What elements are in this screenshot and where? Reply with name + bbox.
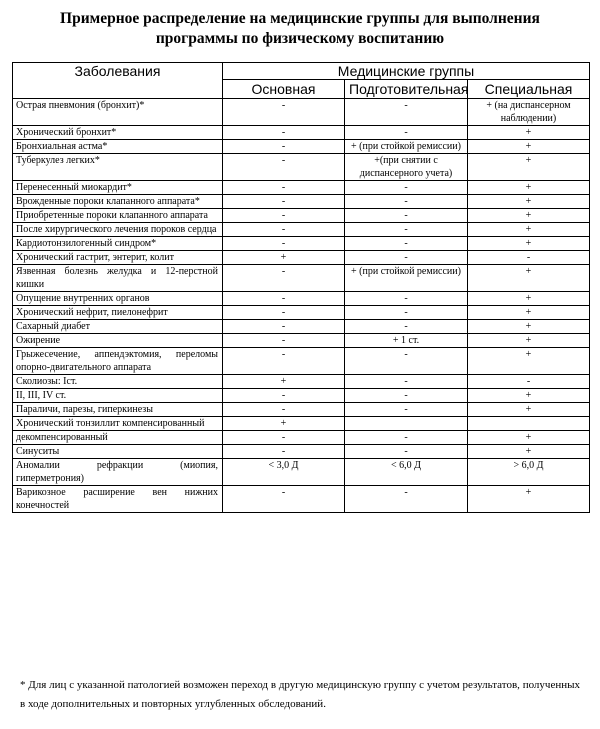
- special-group-cell: +: [468, 154, 590, 181]
- table-row: [13, 140, 590, 154]
- main-group-cell: -: [223, 306, 345, 320]
- preparatory-group-cell: [345, 417, 468, 431]
- main-group-cell: -: [223, 431, 345, 445]
- special-group-cell: +: [468, 348, 590, 375]
- disease-cell: Хронический тонзиллит компенсированный: [13, 417, 223, 431]
- special-group-cell: +: [468, 292, 590, 306]
- disease-cell: Хронический бронхит*: [13, 126, 223, 140]
- special-group-cell: +: [468, 320, 590, 334]
- preparatory-group-cell: -: [345, 348, 468, 375]
- disease-cell: Опущение внутренних органов: [13, 292, 223, 306]
- special-group-cell: +: [468, 334, 590, 348]
- disease-cell: Врожденные пороки клапанного аппарата*: [13, 195, 223, 209]
- table-row: [13, 292, 590, 306]
- special-group-cell: +: [468, 195, 590, 209]
- special-group-cell: +: [468, 265, 590, 292]
- main-group-cell: +: [223, 417, 345, 431]
- disease-cell: Сколиозы: Iст.: [13, 375, 223, 389]
- disease-cell: Синуситы: [13, 445, 223, 459]
- document-title: Примерное распределение на медицинские группы для выполнения программы по физическому воспитанию: [60, 10, 540, 47]
- table-row: [13, 154, 590, 181]
- table-row: [13, 417, 590, 431]
- special-group-cell: +: [468, 181, 590, 195]
- preparatory-group-cell: +(при снятии с диспансерного учета): [345, 154, 468, 181]
- preparatory-group-cell: < 6,0 Д: [345, 459, 468, 486]
- disease-cell: Приобретенные пороки клапанного аппарата: [13, 209, 223, 223]
- header-diseases: Заболевания: [13, 63, 223, 99]
- preparatory-group-cell: + (при стойкой ремиссии): [345, 265, 468, 292]
- preparatory-group-cell: + 1 ст.: [345, 334, 468, 348]
- main-group-cell: -: [223, 445, 345, 459]
- disease-cell: Бронхиальная астма*: [13, 140, 223, 154]
- main-group-cell: -: [223, 154, 345, 181]
- main-group-cell: -: [223, 126, 345, 140]
- preparatory-group-cell: -: [345, 431, 468, 445]
- preparatory-group-cell: -: [345, 375, 468, 389]
- footnote: * Для лиц с указанной патологией возможен переход в другую медицинскую группу с учетом результатов, полученных в ходе дополнительных и повторных углубленных обследований.: [20, 679, 580, 710]
- table-row: [13, 99, 590, 126]
- table-row: [13, 181, 590, 195]
- table-body: [13, 99, 590, 513]
- disease-cell: Кардиотонзилогенный синдром*: [13, 237, 223, 251]
- main-group-cell: -: [223, 292, 345, 306]
- table-row: [13, 389, 590, 403]
- main-group-cell: < 3,0 Д: [223, 459, 345, 486]
- special-group-cell: +: [468, 237, 590, 251]
- table-row: [13, 251, 590, 265]
- table-row: [13, 126, 590, 140]
- preparatory-group-cell: -: [345, 320, 468, 334]
- special-group-cell: +: [468, 140, 590, 154]
- preparatory-group-cell: -: [345, 292, 468, 306]
- main-group-cell: -: [223, 181, 345, 195]
- special-group-cell: +: [468, 223, 590, 237]
- disease-cell: II, III, IV ст.: [13, 389, 223, 403]
- table-row: [13, 320, 590, 334]
- header-special-group: Специальная: [468, 80, 590, 99]
- special-group-cell: -: [468, 375, 590, 389]
- table-row: [13, 403, 590, 417]
- preparatory-group-cell: -: [345, 99, 468, 126]
- special-group-cell: +: [468, 431, 590, 445]
- table-row: [13, 237, 590, 251]
- main-group-cell: -: [223, 99, 345, 126]
- disease-cell: Параличи, парезы, гиперкинезы: [13, 403, 223, 417]
- main-group-cell: -: [223, 348, 345, 375]
- disease-cell: Туберкулез легких*: [13, 154, 223, 181]
- disease-cell: Хронический гастрит, энтерит, колит: [13, 251, 223, 265]
- special-group-cell: [468, 417, 590, 431]
- preparatory-group-cell: -: [345, 251, 468, 265]
- main-group-cell: -: [223, 265, 345, 292]
- main-group-cell: -: [223, 209, 345, 223]
- preparatory-group-cell: -: [345, 223, 468, 237]
- disease-cell: После хирургического лечения пороков сердца: [13, 223, 223, 237]
- table-row: [13, 195, 590, 209]
- table-row: [13, 209, 590, 223]
- preparatory-group-cell: -: [345, 237, 468, 251]
- main-group-cell: -: [223, 403, 345, 417]
- main-group-cell: -: [223, 320, 345, 334]
- main-group-cell: -: [223, 389, 345, 403]
- table-row: [13, 223, 590, 237]
- table-row: [13, 486, 590, 513]
- special-group-cell: +: [468, 389, 590, 403]
- preparatory-group-cell: -: [345, 126, 468, 140]
- disease-cell: Аномалии рефракции (миопия, гиперметрония): [13, 459, 223, 486]
- special-group-cell: > 6,0 Д: [468, 459, 590, 486]
- main-group-cell: -: [223, 334, 345, 348]
- preparatory-group-cell: -: [345, 306, 468, 320]
- table-row: [13, 459, 590, 486]
- preparatory-group-cell: -: [345, 445, 468, 459]
- table-row: [13, 265, 590, 292]
- preparatory-group-cell: + (при стойкой ремиссии): [345, 140, 468, 154]
- main-group-cell: -: [223, 223, 345, 237]
- preparatory-group-cell: -: [345, 195, 468, 209]
- special-group-cell: -: [468, 251, 590, 265]
- medical-groups-table: [12, 62, 590, 513]
- disease-cell: Сахарный диабет: [13, 320, 223, 334]
- main-group-cell: +: [223, 375, 345, 389]
- table-row: [13, 334, 590, 348]
- special-group-cell: +: [468, 486, 590, 513]
- special-group-cell: +: [468, 403, 590, 417]
- table-row: [13, 375, 590, 389]
- main-group-cell: -: [223, 195, 345, 209]
- preparatory-group-cell: -: [345, 403, 468, 417]
- preparatory-group-cell: -: [345, 181, 468, 195]
- main-group-cell: -: [223, 237, 345, 251]
- table-row: [13, 445, 590, 459]
- header-medical-groups: Медицинские группы: [223, 63, 590, 80]
- header-main-group: Основная: [223, 80, 345, 99]
- disease-cell: Перенесенный миокардит*: [13, 181, 223, 195]
- table-header-row: [13, 63, 590, 80]
- disease-cell: Язвенная болезнь желудка и 12-перстной кишки: [13, 265, 223, 292]
- main-group-cell: -: [223, 486, 345, 513]
- main-group-cell: +: [223, 251, 345, 265]
- disease-cell: Ожирение: [13, 334, 223, 348]
- preparatory-group-cell: -: [345, 389, 468, 403]
- special-group-cell: +: [468, 209, 590, 223]
- disease-cell: Варикозное расширение вен нижних конечностей: [13, 486, 223, 513]
- preparatory-group-cell: -: [345, 209, 468, 223]
- header-preparatory-group: Подготовительная: [345, 80, 468, 99]
- table-row: [13, 348, 590, 375]
- special-group-cell: +: [468, 306, 590, 320]
- special-group-cell: +: [468, 445, 590, 459]
- disease-cell: Острая пневмония (бронхит)*: [13, 99, 223, 126]
- preparatory-group-cell: -: [345, 486, 468, 513]
- disease-cell: декомпенсированный: [13, 431, 223, 445]
- disease-cell: Грыжесечение, аппендэктомия, переломы опорно-двигательного аппарата: [13, 348, 223, 375]
- disease-cell: Хронический нефрит, пиелонефрит: [13, 306, 223, 320]
- table-row: [13, 306, 590, 320]
- main-group-cell: -: [223, 140, 345, 154]
- table-row: [13, 431, 590, 445]
- special-group-cell: + (на диспансерном наблюдении): [468, 99, 590, 126]
- special-group-cell: +: [468, 126, 590, 140]
